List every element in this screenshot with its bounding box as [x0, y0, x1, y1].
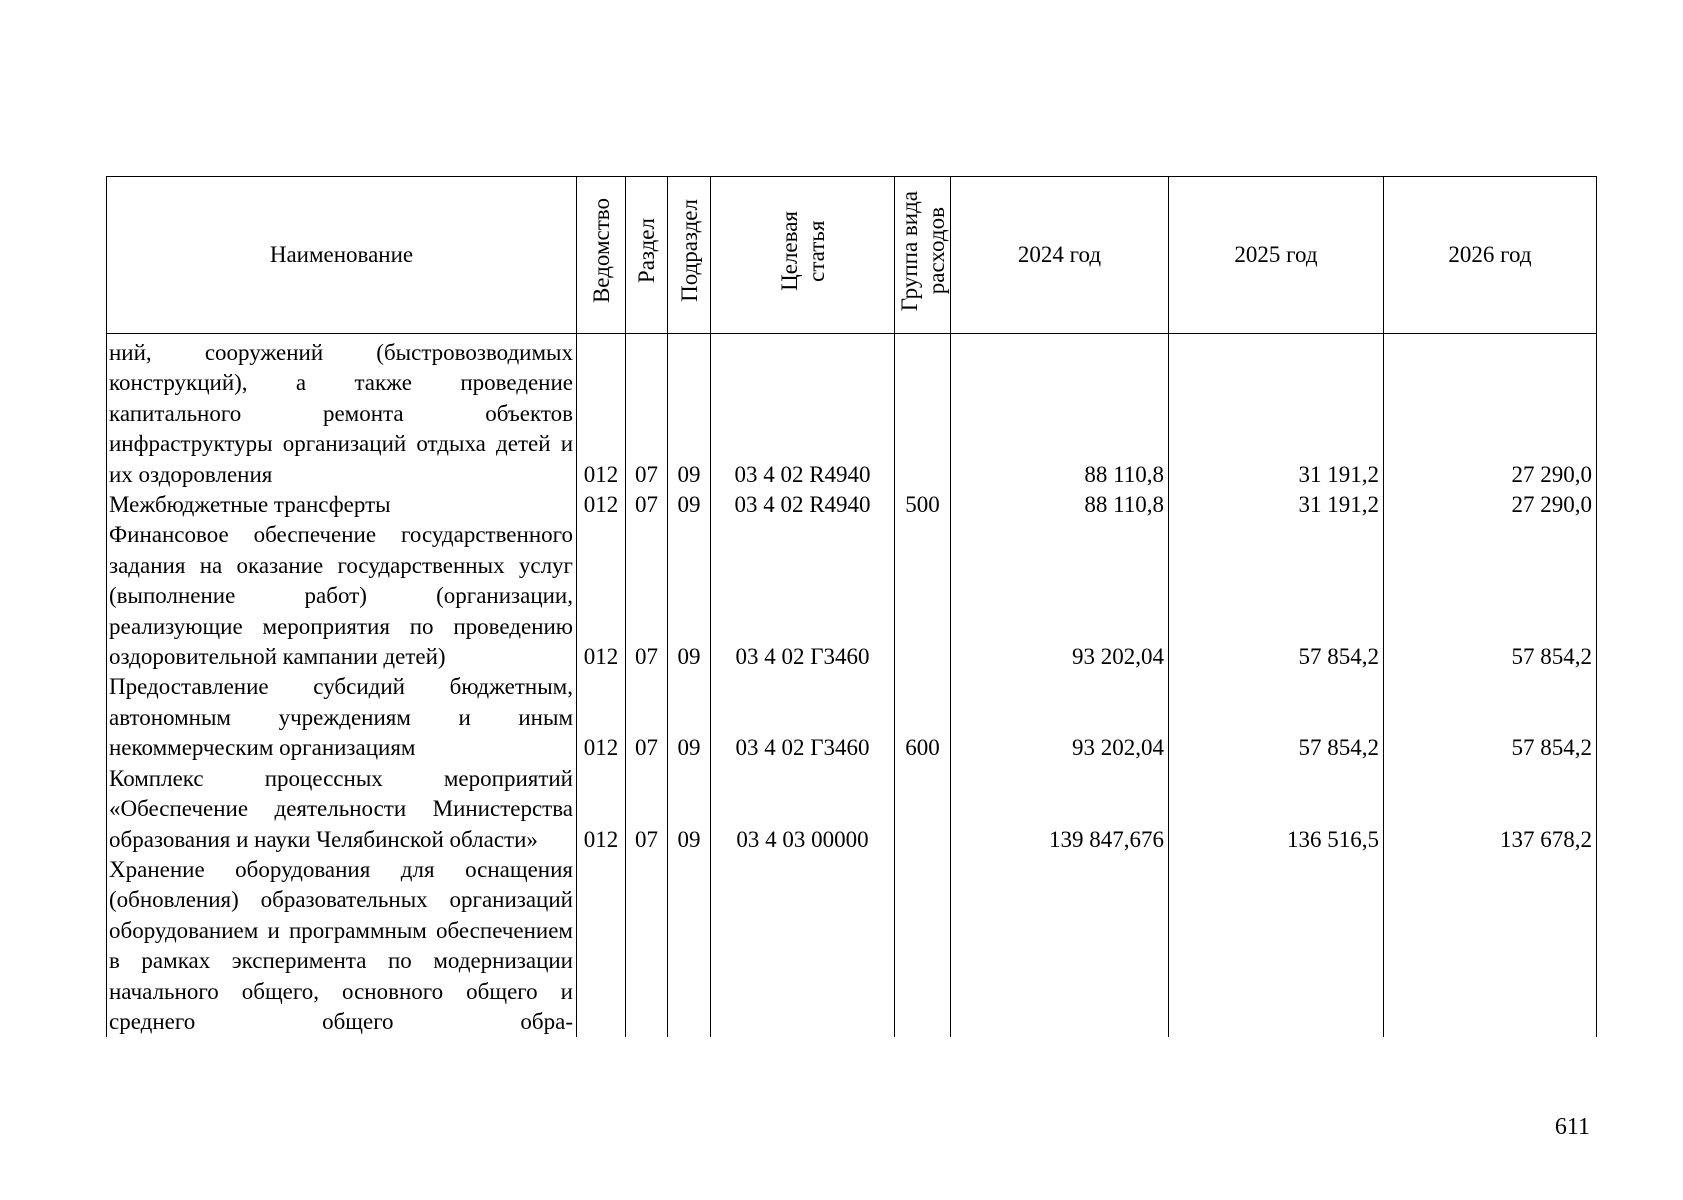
header-2026-text: 2026 год	[1448, 241, 1532, 267]
header-razdel-text: Раздел	[634, 218, 659, 284]
page-number: 611	[1554, 1114, 1590, 1140]
row-gruppa	[895, 855, 951, 1037]
row-podrazdel: 09	[668, 490, 711, 520]
row-gruppa	[895, 334, 951, 491]
row-gruppa: 500	[895, 490, 951, 520]
row-razdel: 07	[626, 520, 668, 672]
row-2024: 139 847,676	[951, 764, 1169, 855]
row-razdel: 07	[626, 334, 668, 491]
row-2024: 93 202,04	[951, 520, 1169, 672]
row-name: Предоставление субсидий бюджетным, автономным учреждениям и иным некоммерческим организациям	[107, 672, 577, 763]
header-2025	[1169, 177, 1384, 334]
header-gruppa-line2: расходов	[923, 207, 949, 295]
header-2024-text: 2024 год	[1017, 241, 1102, 267]
row-razdel: 07	[626, 672, 668, 763]
row-gruppa: 600	[895, 672, 951, 763]
row-2024: 88 110,8	[951, 490, 1169, 520]
row-vedomstvo: 012	[577, 520, 626, 672]
row-podrazdel: 09	[668, 520, 711, 672]
header-2024	[951, 177, 1169, 334]
row-vedomstvo: 012	[577, 490, 626, 520]
row-vedomstvo	[577, 855, 626, 1037]
header-vedomstvo	[577, 177, 626, 334]
row-2025	[1169, 855, 1384, 1037]
row-tselevaya: 03 4 02 R4940	[711, 490, 895, 520]
header-name-text: Наименование	[269, 241, 414, 267]
row-2026: 137 678,2	[1384, 764, 1597, 855]
row-2025: 57 854,2	[1169, 520, 1384, 672]
row-name: ний, сооружений (быстровозводимых конструкций), а также проведение капитального ремонта объектов инфраструктуры организаций отдыха детей и их оздоровления	[107, 334, 577, 491]
header-vedomstvo-text: Ведомство	[588, 198, 614, 304]
table-header	[107, 177, 1597, 334]
row-vedomstvo: 012	[577, 764, 626, 855]
row-2024	[951, 855, 1169, 1037]
row-tselevaya: 03 4 03 00000	[711, 764, 895, 855]
table-row	[107, 490, 1597, 520]
header-name	[107, 177, 577, 334]
row-name: Комплекс процессных мероприятий «Обеспечение деятельности Министерства образования и науки Челябинской области»	[107, 764, 577, 855]
header-2025-text: 2025 год	[1234, 241, 1318, 267]
header-tselevaya	[711, 177, 895, 334]
header-tselevaya-line1: Целевая	[776, 210, 802, 291]
row-2025: 31 191,2	[1169, 334, 1384, 491]
row-2025: 136 516,5	[1169, 764, 1384, 855]
row-2025: 31 191,2	[1169, 490, 1384, 520]
row-2026: 27 290,0	[1384, 334, 1597, 491]
header-gruppa	[895, 177, 951, 334]
header-podrazdel-text: Подраздел	[676, 199, 702, 303]
table-body	[107, 334, 1597, 1038]
row-tselevaya: 03 4 02 Г3460	[711, 672, 895, 763]
row-2026	[1384, 855, 1597, 1037]
row-2026: 57 854,2	[1384, 520, 1597, 672]
row-podrazdel	[668, 855, 711, 1037]
row-gruppa	[895, 764, 951, 855]
row-razdel: 07	[626, 490, 668, 520]
row-name: Хранение оборудования для оснащения (обновления) образовательных организаций оборудованием и программным обеспечением в рамках эксперимента по модернизации начального общего, основного общего и среднего общего обра-	[107, 855, 577, 1037]
header-razdel	[626, 177, 668, 334]
table-row	[107, 672, 1597, 763]
row-2024: 88 110,8	[951, 334, 1169, 491]
row-tselevaya: 03 4 02 R4940	[711, 334, 895, 491]
header-tselevaya-text	[776, 211, 830, 291]
header-gruppa-text	[896, 191, 950, 311]
row-name: Финансовое обеспечение государственного задания на оказание государственных услуг (выполнение работ) (организации, реализующие мероприятия по проведению оздоровительной кампании детей)	[107, 520, 577, 672]
budget-table	[106, 176, 1597, 1037]
row-name: Межбюджетные трансферты	[107, 490, 577, 520]
header-2026	[1384, 177, 1597, 334]
header-podrazdel	[668, 177, 711, 334]
row-vedomstvo: 012	[577, 334, 626, 491]
row-2026: 57 854,2	[1384, 672, 1597, 763]
row-podrazdel: 09	[668, 672, 711, 763]
row-podrazdel: 09	[668, 764, 711, 855]
row-podrazdel: 09	[668, 334, 711, 491]
header-tselevaya-line2: статья	[803, 220, 829, 282]
header-gruppa-line1: Группа вида	[896, 190, 922, 311]
row-tselevaya: 03 4 02 Г3460	[711, 520, 895, 672]
row-2024: 93 202,04	[951, 672, 1169, 763]
table-row	[107, 855, 1597, 1037]
row-2026: 27 290,0	[1384, 490, 1597, 520]
table-row	[107, 764, 1597, 855]
row-razdel	[626, 855, 668, 1037]
table-row	[107, 334, 1597, 491]
row-2025: 57 854,2	[1169, 672, 1384, 763]
row-vedomstvo: 012	[577, 672, 626, 763]
row-razdel: 07	[626, 764, 668, 855]
row-tselevaya	[711, 855, 895, 1037]
row-gruppa	[895, 520, 951, 672]
table-row	[107, 520, 1597, 672]
